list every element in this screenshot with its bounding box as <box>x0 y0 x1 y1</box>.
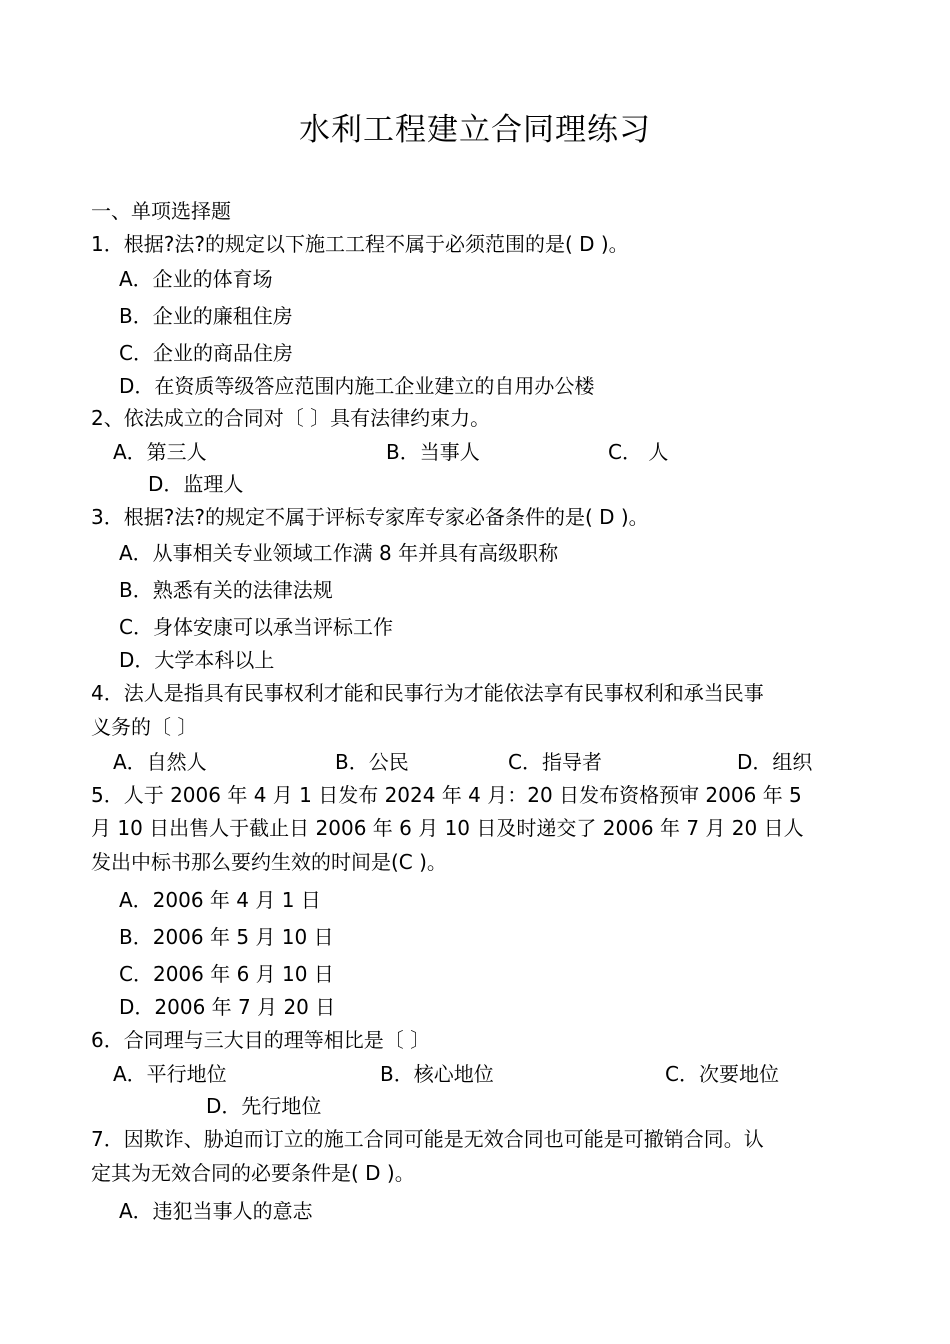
question-5-option-c: C．2006 年 6 月 10 日 <box>119 962 334 986</box>
section-heading: 一、单项选择题 <box>91 199 231 223</box>
question-1-option-c: C．企业的商品住房 <box>119 341 293 365</box>
question-1-option-d: D．在资质等级答应范围内施工企业建立的自用办公楼 <box>119 374 595 398</box>
question-5-option-b: B．2006 年 5 月 10 日 <box>119 925 334 949</box>
question-5-stem-line-2: 月 10 日出售人于截止日 2006 年 6 月 10 日及时递交了 2006 年 7 月 20 日人 <box>91 816 804 840</box>
question-2-option-a: A．第三人 <box>113 440 207 464</box>
question-4-option-d: D．组织 <box>737 750 813 774</box>
question-6-option-d: D．先行地位 <box>206 1094 322 1118</box>
question-3-option-b: B．熟悉有关的法律法规 <box>119 578 333 602</box>
question-3-option-a: A．从事相关专业领域工作满 8 年并具有高级职称 <box>119 541 559 565</box>
question-4-stem-line-2: 义务的〔 〕 <box>91 715 198 739</box>
question-7-stem-line-2: 定其为无效合同的必要条件是( D )。 <box>91 1161 415 1185</box>
question-3-option-d: D．大学本科以上 <box>119 648 275 672</box>
question-1-stem: 1．根据?法?的规定以下施工工程不属于必须范围的是( D )。 <box>91 232 629 256</box>
question-2-option-b: B．当事人 <box>386 440 480 464</box>
question-7-stem-line-1: 7．因欺诈、胁迫而订立的施工合同可能是无效合同也可能是可撤销合同。认 <box>91 1127 764 1151</box>
question-3-option-c: C．身体安康可以承当评标工作 <box>119 615 393 639</box>
question-2-option-c: C． 人 <box>608 440 669 464</box>
question-7-option-a: A．违犯当事人的意志 <box>119 1199 313 1223</box>
question-6-option-b: B．核心地位 <box>380 1062 494 1086</box>
question-4-option-b: B．公民 <box>335 750 409 774</box>
question-5-option-a: A．2006 年 4 月 1 日 <box>119 888 321 912</box>
question-2-stem: 2、依法成立的合同对〔 〕具有法律约束力。 <box>91 406 491 430</box>
question-4-option-c: C．指导者 <box>508 750 602 774</box>
question-4-stem-line-1: 4．法人是指具有民事权利才能和民事行为才能依法享有民事权利和承当民事 <box>91 681 764 705</box>
question-5-stem-line-3: 发出中标书那么要约生效的时间是(C )。 <box>91 850 447 874</box>
question-2-option-d: D．监理人 <box>148 472 244 496</box>
question-3-stem: 3．根据?法?的规定不属于评标专家库专家必备条件的是( D )。 <box>91 505 649 529</box>
question-5-option-d: D．2006 年 7 月 20 日 <box>119 995 336 1019</box>
question-1-option-a: A．企业的体育场 <box>119 267 273 291</box>
question-6-option-c: C．次要地位 <box>665 1062 779 1086</box>
question-6-option-a: A．平行地位 <box>113 1062 227 1086</box>
question-1-option-b: B．企业的廉租住房 <box>119 304 293 328</box>
question-4-option-a: A．自然人 <box>113 750 207 774</box>
question-5-stem-line-1: 5．人于 2006 年 4 月 1 日发布 2024 年 4 月：20 日发布资格预审 2006 年 5 <box>91 783 802 807</box>
page-title: 水利工程建立合同理练习 <box>299 112 651 148</box>
question-6-stem: 6．合同理与三大目的理等相比是〔 〕 <box>91 1028 431 1052</box>
